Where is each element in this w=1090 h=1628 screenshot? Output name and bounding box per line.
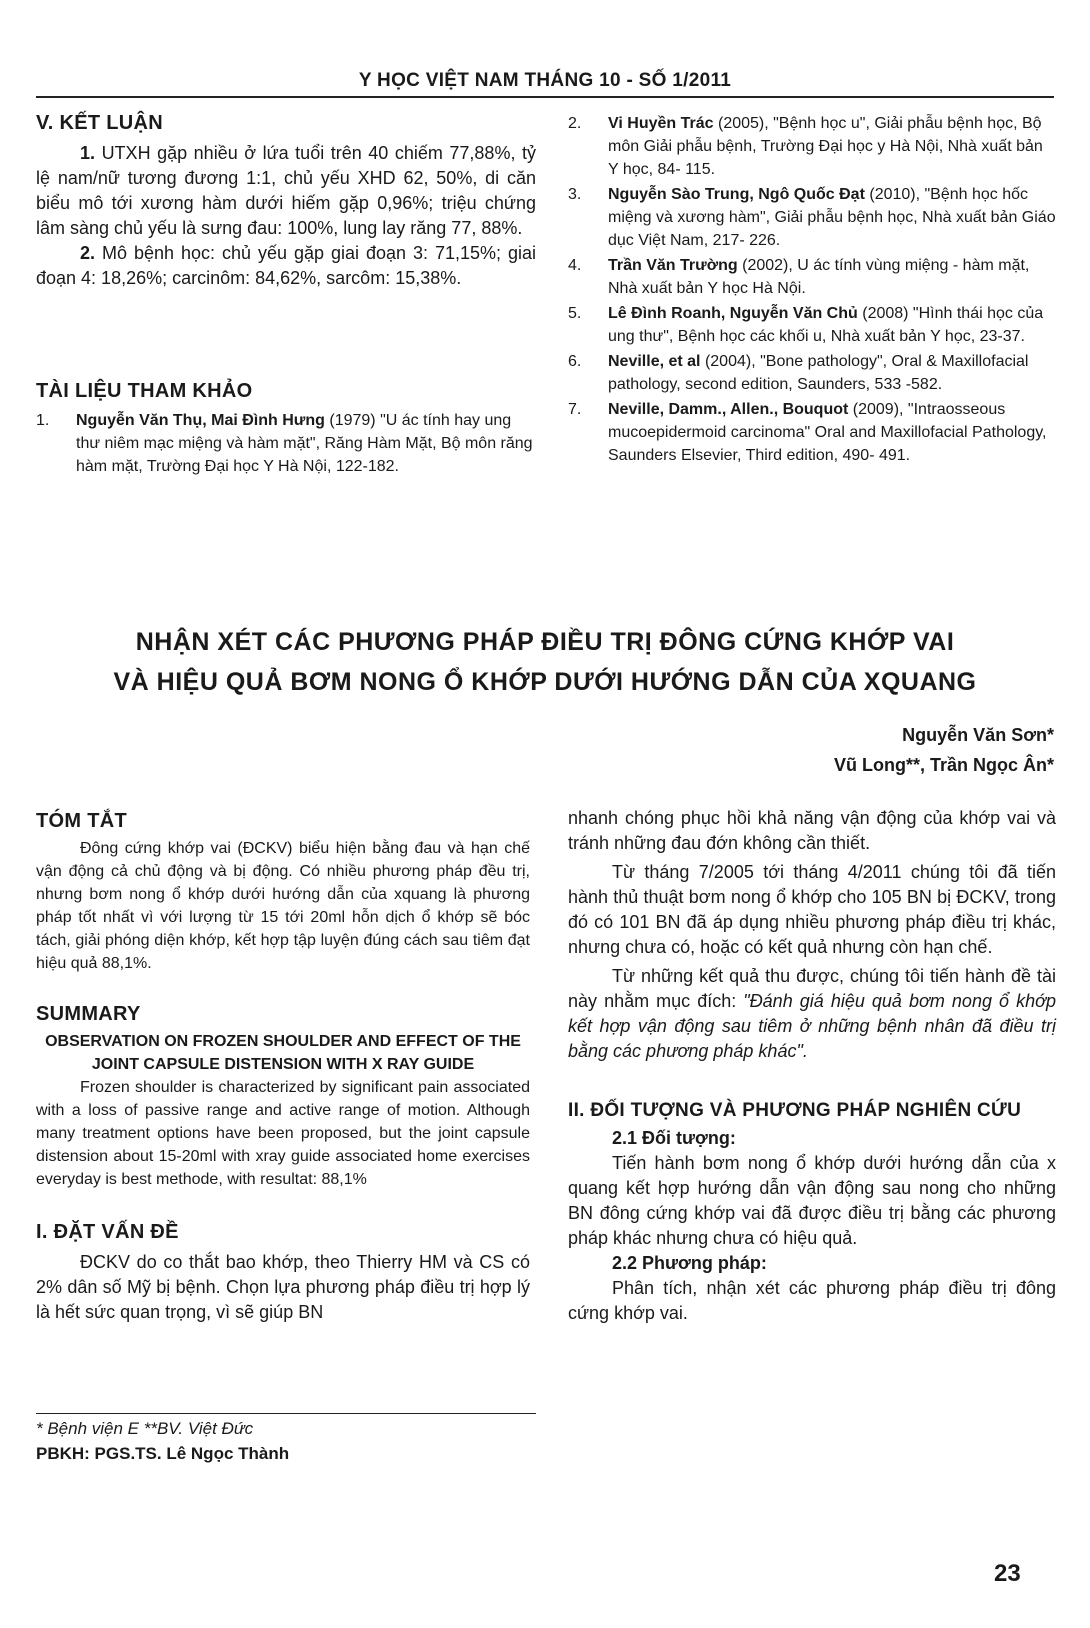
- reference-number: 6.: [568, 353, 582, 370]
- running-header: Y HỌC VIỆT NAM THÁNG 10 - SỐ 1/2011: [358, 70, 732, 91]
- reference-text: (2004), "Bone pathology", Oral & Maxillofacial pathology, second edition, Saunders, 533 -582.: [608, 353, 1029, 393]
- reference-item: [568, 350, 1056, 396]
- reference-authors: Neville, et al: [608, 353, 701, 370]
- intro-paragraph-3-lead: Từ những kết quả thu được, chúng tôi tiến hành đề tài này nhằm mục đích:: [568, 966, 1056, 1011]
- reference-authors: Neville, Damm., Allen., Bouquot: [608, 401, 849, 418]
- methods-heading: II. ĐỐI TƯỢNG VÀ PHƯƠNG PHÁP NGHIÊN CỨU: [568, 1100, 1022, 1121]
- footnote-rule: [36, 1413, 536, 1414]
- summary-text: Frozen shoulder is characterized by significant pain associated with a loss of passive range and active range of motion. Although many treatment options have been proposed, but the joint capsule distension about 15-20ml with xray guide associated home exercises everyday is best methode, with resultat: 88,1%: [36, 1079, 530, 1188]
- header-rule: [36, 96, 1054, 98]
- intro-paragraph-1-continued: nhanh chóng phục hồi khả năng vận động của khớp vai và tránh những đau đớn không cần thiết.: [568, 808, 1056, 853]
- footnote: [36, 1416, 536, 1466]
- author-block: [834, 720, 1054, 780]
- conclusion-point-1-number: 1.: [80, 143, 96, 163]
- reference-number: 4.: [568, 257, 582, 274]
- conclusion-point-1-text: UTXH gặp nhiều ở lứa tuổi trên 40 chiếm 77,88%, tỷ lệ nam/nữ tương đương 1:1, chủ yếu XHD 62, 50%, di căn biểu mô tới xương hàm dưới hiếm gặp 0,96%; triệu chứng lâm sàng chủ yếu là sưng đau: 100%, lung lay răng 77, 88%.: [36, 143, 536, 238]
- intro-continued: [568, 806, 1056, 1326]
- intro-paragraph-3: [568, 964, 1056, 1064]
- reference-authors: Vi Huyền Trác: [608, 115, 714, 132]
- reference-item: [568, 398, 1056, 467]
- reference-item: [36, 409, 536, 478]
- reference-authors: Lê Đình Roanh, Nguyễn Văn Chủ: [608, 305, 858, 322]
- methods-subject-text: Tiến hành bơm nong ổ khớp dưới hướng dẫn của x quang kết hợp hướng dẫn vận động sau nong cho những BN đông cứng khớp vai đã được điều trị bằng các phương pháp khác nhưng chưa có hiệu quả.: [568, 1153, 1056, 1248]
- article-title-line-2: VÀ HIỆU QUẢ BƠM NONG Ổ KHỚP DƯỚI HƯỚNG DẪN CỦA XQUANG: [113, 668, 977, 696]
- methods-method-text: Phân tích, nhận xét các phương pháp điều trị đông cứng khớp vai.: [568, 1278, 1056, 1323]
- reference-item: [568, 254, 1056, 300]
- author-line-2: Vũ Long**, Trần Ngọc Ân*: [833, 755, 1054, 775]
- abstract-section: [36, 810, 530, 1325]
- reference-text: (2008) "Hình thái học của ung thư", Bệnh học các khối u, Nhà xuất bản Y học, 23-37.: [608, 305, 1044, 345]
- intro-heading: I. ĐẶT VẤN ĐỀ: [36, 1221, 179, 1243]
- reference-text: (2005), "Bệnh học u", Giải phẫu bệnh học, Bộ môn Giải phẫu bệnh, Trường Đại học y Hà Nội, Nhà xuất bản Y học, 84- 115.: [608, 115, 1043, 178]
- reference-text: (2002), U ác tính vùng miệng - hàm mặt, Nhà xuất bản Y học Hà Nội.: [608, 257, 1030, 297]
- conclusion-heading: V. KẾT LUẬN: [36, 112, 164, 134]
- article-title: [60, 622, 1030, 702]
- reference-item: [568, 112, 1056, 181]
- reference-item: [568, 183, 1056, 252]
- conclusion-point-2-text: Mô bệnh học: chủ yếu gặp giai đoạn 3: 71,15%; giai đoạn 4: 18,26%; carcinôm: 84,62%, sarcôm: 15,38%.: [36, 243, 536, 288]
- references-heading: TÀI LIỆU THAM KHẢO: [36, 380, 253, 402]
- conclusion-point-2-number: 2.: [80, 243, 96, 263]
- references-section: [36, 380, 536, 480]
- references-list-right: [568, 112, 1056, 469]
- reference-number: 7.: [568, 401, 582, 418]
- author-line-1: Nguyễn Văn Sơn*: [902, 725, 1054, 745]
- methods-subheading-1: 2.1 Đối tượng:: [612, 1128, 736, 1148]
- reference-number: 2.: [568, 115, 582, 132]
- conclusion-point-1: [36, 141, 536, 241]
- reference-number: 5.: [568, 305, 582, 322]
- references-list-left: [36, 409, 536, 478]
- methods-subheading-2: 2.2 Phương pháp:: [612, 1253, 767, 1273]
- reference-text: (2010), "Bệnh học hốc miệng và xương hàm", Giải phẫu bệnh học, Nhà xuất bản Giáo dục Việt Nam, 217- 226.: [608, 186, 1056, 249]
- reference-authors: Nguyễn Sào Trung, Ngô Quốc Đạt: [608, 186, 865, 203]
- reference-text: (1979) "U ác tính hay ung thư niêm mạc miệng và hàm mặt", Răng Hàm Mặt, Bộ môn răng hàm mặt, Trường Đại học Y Hà Nội, 122-182.: [76, 412, 533, 475]
- article-title-line-1: NHẬN XÉT CÁC PHƯƠNG PHÁP ĐIỀU TRỊ ĐÔNG CỨNG KHỚP VAI: [135, 628, 955, 656]
- intro-paragraph-3-aim: "Đánh giá hiệu quả bơm nong ổ khớp kết hợp vận động sau tiêm ở những bệnh nhân đã điều trị bằng các phương pháp khác".: [568, 991, 1056, 1061]
- reference-number: 1.: [36, 412, 50, 429]
- conclusion-point-2: [36, 241, 536, 291]
- reference-authors: Nguyễn Văn Thụ, Mai Đình Hưng: [76, 412, 325, 429]
- abstract-text: Đông cứng khớp vai (ĐCKV) biểu hiện bằng đau và hạn chế vận động cả chủ động và bị động. Có nhiều phương pháp đều trị, nhưng bơm nong ổ khớp dưới hướng dẫn của xquang là phương pháp tốt nhất vì với lượng từ 15 tới 20ml hỗn dịch ổ khớp sẽ bóc tách, giải phóng diện khớp, kết hợp tập luyện đúng cách sau tiêm đạt hiệu quả 88,1%.: [36, 840, 530, 972]
- summary-title: OBSERVATION ON FROZEN SHOULDER AND EFFECT OF THE JOINT CAPSULE DISTENSION WITH X RAY GUIDE: [45, 1033, 521, 1073]
- reference-number: 3.: [568, 186, 582, 203]
- summary-heading: SUMMARY: [36, 1003, 141, 1025]
- reference-item: [568, 302, 1056, 348]
- intro-paragraph-1: ĐCKV do co thắt bao khớp, theo Thierry HM và CS có 2% dân số Mỹ bị bệnh. Chọn lựa phương pháp điều trị hợp lý là hết sức quan trọng, vì sẽ giúp BN: [36, 1252, 530, 1322]
- conclusion-section: [36, 112, 536, 291]
- page-number: 23: [994, 1560, 1021, 1587]
- footnote-affiliation: * Bệnh viện E **BV. Việt Đức: [36, 1419, 254, 1438]
- reference-authors: Trần Văn Trường: [608, 257, 738, 274]
- reference-text: (2009), "Intraosseous mucoepidermoid carcinoma" Oral and Maxillofacial Pathology, Saunders Elsevier, Third edition, 490- 491.: [608, 401, 1047, 464]
- footnote-reviewer: PBKH: PGS.TS. Lê Ngọc Thành: [36, 1444, 290, 1463]
- abstract-heading: TÓM TẮT: [36, 810, 127, 832]
- intro-paragraph-2: Từ tháng 7/2005 tới tháng 4/2011 chúng tôi đã tiến hành thủ thuật bơm nong ổ khớp cho 105 BN bị ĐCKV, trong đó có 101 BN đã áp dụng nhiều phương pháp điều trị khác, nhưng chưa có, hoặc có kết quả nhưng còn hạn chế.: [568, 862, 1056, 957]
